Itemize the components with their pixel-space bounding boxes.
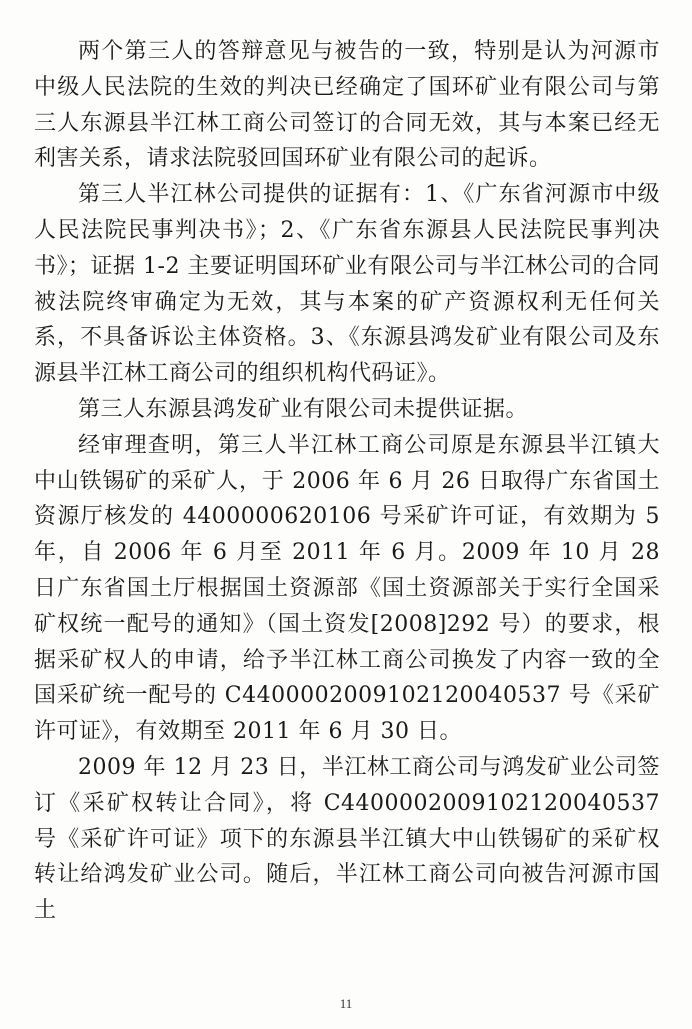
paragraph-third-party-defense: 两个第三人的答辩意见与被告的一致，特别是认为河源市中级人民法院的生效的判决已经确定了国环矿业有限公司与第三人东源县半江林工商公司签订的合同无效，其与本案已经无利害关系，请求法院驳回国环矿业有限公司的起诉。 bbox=[34, 39, 660, 172]
document-body bbox=[34, 34, 660, 929]
paragraph-banjianglin-evidence: 第三人半江林公司提供的证据有：1、《广东省河源市中级人民法院民事判决书》；2、《广东省东源县人民法院民事判决书》；证据 1-2 主要证明国环矿业有限公司与半江林公司的合同被法院终审确定为无效，其与本案的矿产资源权利无任何关系，不具备诉讼主体资格。3、《东源县鸿发矿业有限公司及东源县半江林工商公司的组织机构代码证》。 bbox=[34, 182, 660, 387]
page-number: 11 bbox=[339, 996, 353, 1011]
paragraph-hongfa-no-evidence: 第三人东源县鸿发矿业有限公司未提供证据。 bbox=[78, 396, 529, 422]
paragraph-transfer-contract: 2009 年 12 月 23 日，半江林工商公司与鸿发矿业公司签订《采矿权转让合同》，将 C4400002009102120040537 号《采矿许可证》项下的东源县半江镇大中山铁锡矿的采矿权转让给鸿发矿业公司。随后，半江林工商公司向被告河源市国土 bbox=[34, 754, 660, 924]
paragraph-findings-of-fact: 经审理查明，第三人半江林工商公司原是东源县半江镇大中山铁锡矿的采矿人，于 2006 年 6 月 26 日取得广东省国土资源厅核发的 4400000620106 号采矿许可证，有效期为 5 年，自 2006 年 6 月至 2011 年 6 月。2009 年 10 月 28 日广东省国土厅根据国土资源部《国土资源部关于实行全国采矿权统一配号的通知》（国土资发[2008]292 号）的要求，根据采矿权人的申请，给予半江林工商公司换发了内容一致的全国采矿统一配号的 C4400002009102120040537 号《采矿许可证》，有效期至 2011 年 6 月 30 日。 bbox=[34, 432, 660, 745]
